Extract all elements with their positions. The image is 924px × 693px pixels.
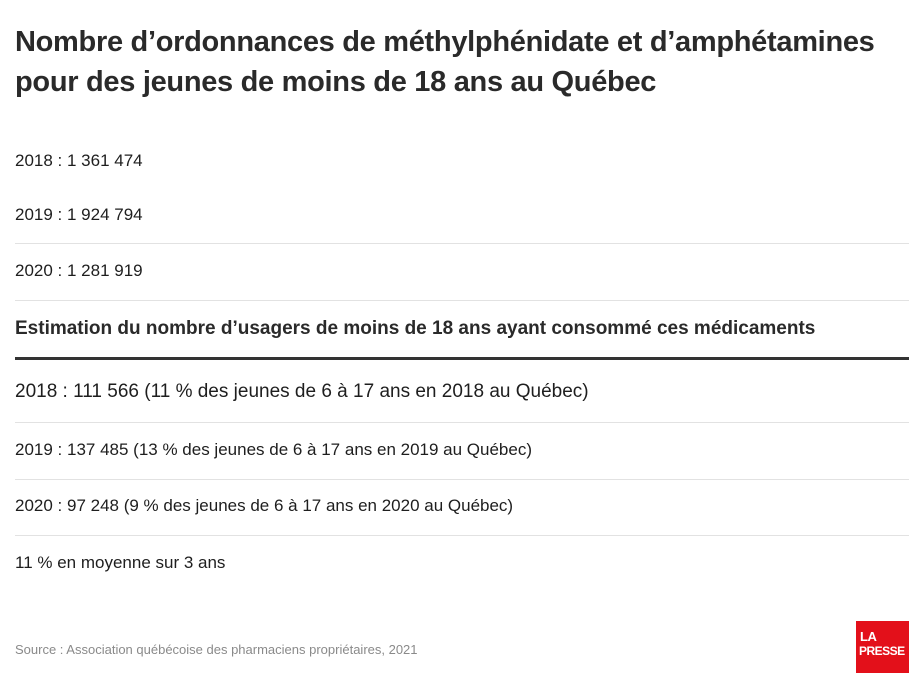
prescriptions-2018: 2018 : 1 361 474 (15, 151, 143, 170)
prescriptions-2019: 2019 : 1 924 794 (15, 205, 143, 224)
users-2018: 2018 : 111 566 (11 % des jeunes de 6 à 17 ans en 2018 au Québec) (15, 381, 589, 402)
section-heading-users: Estimation du nombre d’usagers de moins de 18 ans ayant consommé ces médicaments (15, 318, 816, 339)
page-title: Nombre d’ordonnances de méthylphénidate et d’amphétamines pour des jeunes de moins de 18 ans au Québec (15, 26, 875, 98)
la-presse-logo (856, 621, 909, 673)
row-divider (15, 479, 909, 480)
logo-line-2: PRESSE (859, 644, 905, 658)
users-average: 11 % en moyenne sur 3 ans (15, 553, 226, 572)
users-2020: 2020 : 97 248 (9 % des jeunes de 6 à 17 ans en 2020 au Québec) (15, 496, 514, 515)
source-note: Source : Association québécoise des pharmaciens propriétaires, 2021 (15, 642, 418, 657)
section-rule (15, 357, 909, 360)
row-divider (15, 243, 909, 244)
row-divider (15, 300, 909, 301)
prescriptions-2020: 2020 : 1 281 919 (15, 261, 143, 280)
row-divider (15, 535, 909, 536)
row-divider (15, 422, 909, 423)
logo-line-1: LA (860, 629, 877, 644)
users-2019: 2019 : 137 485 (13 % des jeunes de 6 à 17 ans en 2019 au Québec) (15, 440, 533, 459)
